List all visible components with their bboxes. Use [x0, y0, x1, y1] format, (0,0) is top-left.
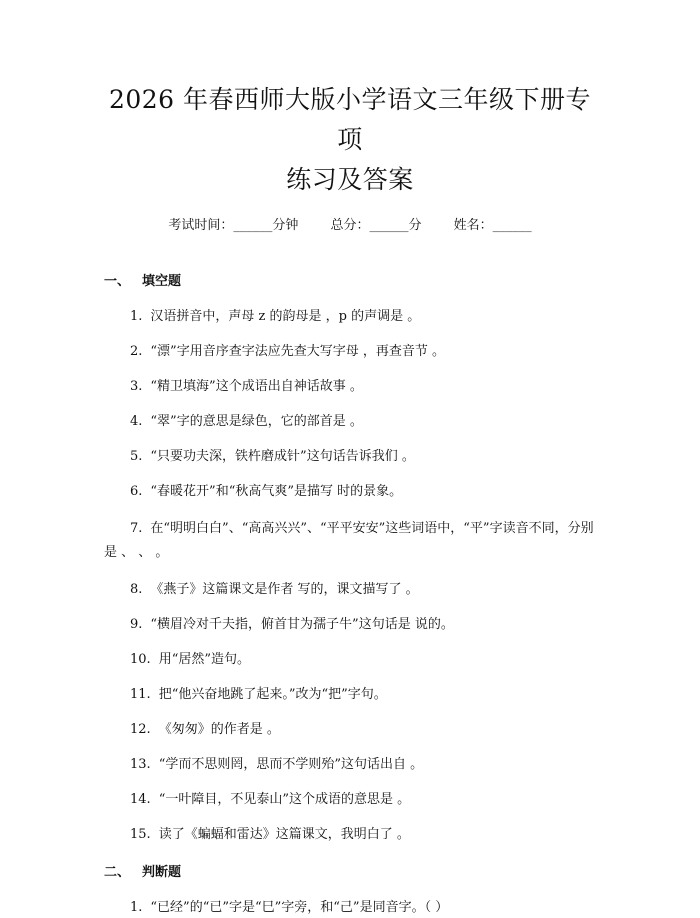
question-number: 8. — [130, 582, 143, 597]
section-number: 一、 — [104, 274, 131, 289]
question-text: 把“他兴奋地跳了起来。”改为“把”字句。 — [158, 687, 387, 702]
question-text: “漂”字用音序查字法应先查大写字母 ，再查音节 。 — [150, 344, 445, 359]
question-item — [104, 482, 596, 502]
question-text: “学而不思则罔，思而不学则殆”这句话出自 。 — [158, 757, 424, 772]
exam-info — [104, 216, 596, 236]
question-number: 15. — [130, 827, 151, 842]
question-number: 4. — [130, 414, 143, 429]
question-number: 7. — [130, 521, 143, 536]
question-item — [104, 685, 596, 705]
section-heading-fill-blank — [104, 272, 596, 292]
question-item — [104, 790, 596, 810]
fill-blank-question-list — [104, 307, 596, 845]
question-text: 在“明明白白”、“高高兴兴”、“平平安安”这些词语中，“平”字读音不同，分别是 、 、 。 — [104, 521, 594, 560]
section-title: 填空题 — [142, 274, 182, 289]
question-number: 12. — [130, 722, 151, 737]
question-text: “只要功夫深，铁杵磨成针”这句话告诉我们 。 — [150, 449, 415, 464]
question-text: “春暖花开”和“秋高气爽”是描写 时的景象。 — [150, 484, 403, 499]
question-item — [104, 650, 596, 670]
question-item — [104, 720, 596, 740]
section-number: 二、 — [104, 865, 131, 880]
question-text: 汉语拼音中，声母 z 的韵母是 ，p 的声调是 。 — [150, 309, 421, 324]
question-number: 13. — [130, 757, 151, 772]
section-heading-true-false — [104, 863, 596, 883]
question-item — [104, 755, 596, 775]
title-line-2: 练习及答案 — [286, 165, 414, 194]
question-number: 3. — [130, 379, 143, 394]
question-number: 9. — [130, 617, 143, 632]
question-item — [104, 615, 596, 635]
question-item — [104, 825, 596, 845]
question-text: 用“居然”造句。 — [158, 652, 250, 667]
question-number: 1. — [130, 309, 143, 324]
question-text: “一叶障目，不见泰山”这个成语的意思是 。 — [158, 792, 411, 807]
question-text: “已经”的“已”字是“巳”字旁，和“己”是同音字。（ ） — [150, 900, 449, 915]
question-number: 10. — [130, 652, 151, 667]
question-number: 1. — [130, 900, 143, 915]
question-item — [104, 342, 596, 362]
question-number: 14. — [130, 792, 151, 807]
true-false-question-list — [104, 898, 596, 918]
question-text: 读了《蝙蝠和雷达》这篇课文，我明白了 。 — [158, 827, 410, 842]
question-number: 6. — [130, 484, 143, 499]
question-item — [104, 307, 596, 327]
question-text: “精卫填海”这个成语出自神话故事 。 — [150, 379, 363, 394]
question-item — [104, 898, 596, 918]
question-number: 2. — [130, 344, 143, 359]
question-item — [104, 377, 596, 397]
question-text: 《匆匆》的作者是 。 — [158, 722, 280, 737]
section-title: 判断题 — [142, 865, 182, 880]
student-name: 姓名：______ — [453, 218, 532, 233]
question-number: 11. — [130, 687, 151, 702]
title-line-1: 2026 年春西师大版小学语文三年级下册专项 — [108, 85, 592, 154]
question-text: “翠”字的意思是绿色，它的部首是 。 — [150, 414, 363, 429]
question-item — [104, 517, 596, 565]
total-score: 总分：______分 — [330, 218, 422, 233]
question-number: 5. — [130, 449, 143, 464]
question-item — [104, 580, 596, 600]
question-text: “横眉冷对千夫指，俯首甘为孺子牛”这句话是 说的。 — [150, 617, 454, 632]
question-item — [104, 447, 596, 467]
exam-time: 考试时间：______分钟 — [168, 218, 299, 233]
question-text: 《燕子》这篇课文是作者 写的，课文描写了 。 — [150, 582, 419, 597]
document-title — [104, 0, 596, 200]
question-item — [104, 412, 596, 432]
